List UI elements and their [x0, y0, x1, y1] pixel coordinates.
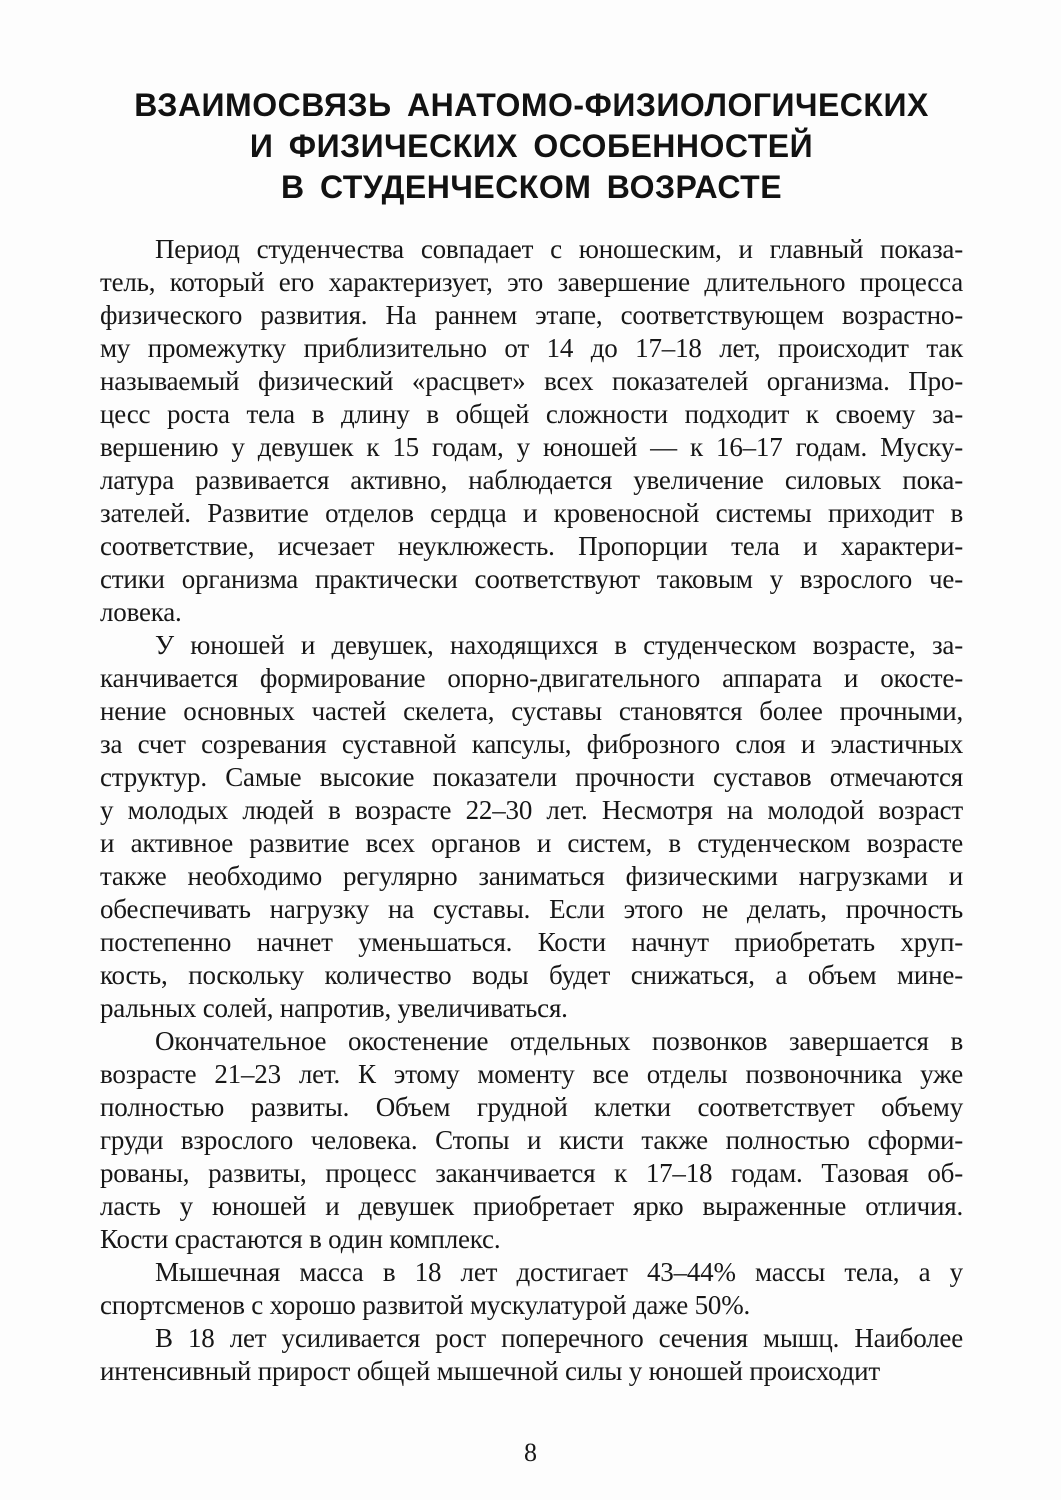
text-line: зателей. Развитие отделов сердца и кровеносной системы приходит в — [100, 498, 963, 528]
text-line: возрасте 21–23 лет. К этому моменту все отделы позвоночника уже — [100, 1059, 963, 1089]
text-line: за счет созревания суставной капсулы, фиброзного слоя и эластичных — [100, 729, 963, 759]
text-line: интенсивный прирост общей мышечной силы у юношей происходит — [100, 1356, 881, 1386]
paragraph-5 — [100, 1322, 963, 1388]
text-line: латура развивается активно, наблюдается увеличение силовых пока- — [100, 465, 963, 495]
text-line: также необходимо регулярно заниматься физическими нагрузками и — [100, 861, 963, 891]
chapter-title-line-1: ВЗАИМОСВЯЗЬ АНАТОМО-ФИЗИОЛОГИЧЕСКИХ — [134, 87, 929, 123]
text-line: обеспечивать нагрузку на суставы. Если этого не делать, прочность — [100, 894, 963, 924]
paragraph-2 — [100, 629, 963, 1025]
text-line: В 18 лет усиливается рост поперечного сечения мышц. Наиболее — [155, 1323, 963, 1353]
text-line: Окончательное окостенение отдельных позвонков завершается в — [155, 1026, 963, 1056]
text-line: у молодых людей в возрасте 22–30 лет. Несмотря на молодой возраст — [100, 795, 963, 825]
text-line: ловека. — [100, 597, 182, 627]
text-line: цесс роста тела в длину в общей сложности подходит к своему за- — [100, 399, 963, 429]
text-line: полностью развиты. Объем грудной клетки соответствует объему — [100, 1092, 963, 1122]
text-line: ласть у юношей и девушек приобретает ярко выраженные отличия. — [100, 1191, 963, 1221]
text-line: спортсменов с хорошо развитой мускулатурой даже 50%. — [100, 1290, 751, 1320]
text-line: называемый физический «расцвет» всех показателей организма. Про- — [100, 366, 963, 396]
text-line: У юношей и девушек, находящихся в студенческом возрасте, за- — [155, 630, 963, 660]
paragraph-3 — [100, 1025, 963, 1256]
text-line: Период студенчества совпадает с юношеским, и главный показа- — [155, 234, 963, 264]
text-line: постепенно начнет уменьшаться. Кости начнут приобретать хруп- — [100, 927, 963, 957]
text-line: Кости срастаются в один комплекс. — [100, 1224, 501, 1254]
text-line: кость, поскольку количество воды будет снижаться, а объем мине- — [100, 960, 963, 990]
page-number: 8 — [524, 1438, 537, 1467]
text-line: стики организма практически соответствуют таковым у взрослого че- — [100, 564, 963, 594]
text-line: груди взрослого человека. Стопы и кисти также полностью сформи- — [100, 1125, 963, 1155]
text-line: соответствие, исчезает неуклюжесть. Пропорции тела и характери- — [100, 531, 963, 561]
body-text — [100, 233, 963, 1388]
text-line: тель, который его характеризует, это завершение длительного процесса — [100, 267, 963, 297]
text-line: рованы, развиты, процесс заканчивается к 17–18 годам. Тазовая об- — [100, 1158, 963, 1188]
text-line: структур. Самые высокие показатели прочности суставов отмечаются — [100, 762, 963, 792]
paragraph-4 — [100, 1256, 963, 1322]
chapter-title-line-2: И ФИЗИЧЕСКИХ ОСОБЕННОСТЕЙ — [249, 128, 814, 164]
text-line: нение основных частей скелета, суставы становятся более прочными, — [100, 696, 963, 726]
text-line: вершению у девушек к 15 годам, у юношей — к 16–17 годам. Муску- — [100, 432, 963, 462]
text-line: Мышечная масса в 18 лет достигает 43–44% массы тела, а у — [155, 1257, 963, 1287]
text-line: физического развития. На раннем этапе, соответствующем возрастно- — [100, 300, 963, 330]
text-line: ральных солей, напротив, увеличиваться. — [100, 993, 568, 1023]
chapter-title-line-3: В СТУДЕНЧЕСКОМ ВОЗРАСТЕ — [280, 169, 783, 205]
text-line: и активное развитие всех органов и систем, в студенческом возрасте — [100, 828, 963, 858]
text-line: му промежутку приблизительно от 14 до 17–18 лет, происходит так — [100, 333, 963, 363]
text-line: канчивается формирование опорно-двигательного аппарата и окосте- — [100, 663, 963, 693]
chapter-title — [100, 85, 963, 208]
paragraph-1 — [100, 233, 963, 629]
